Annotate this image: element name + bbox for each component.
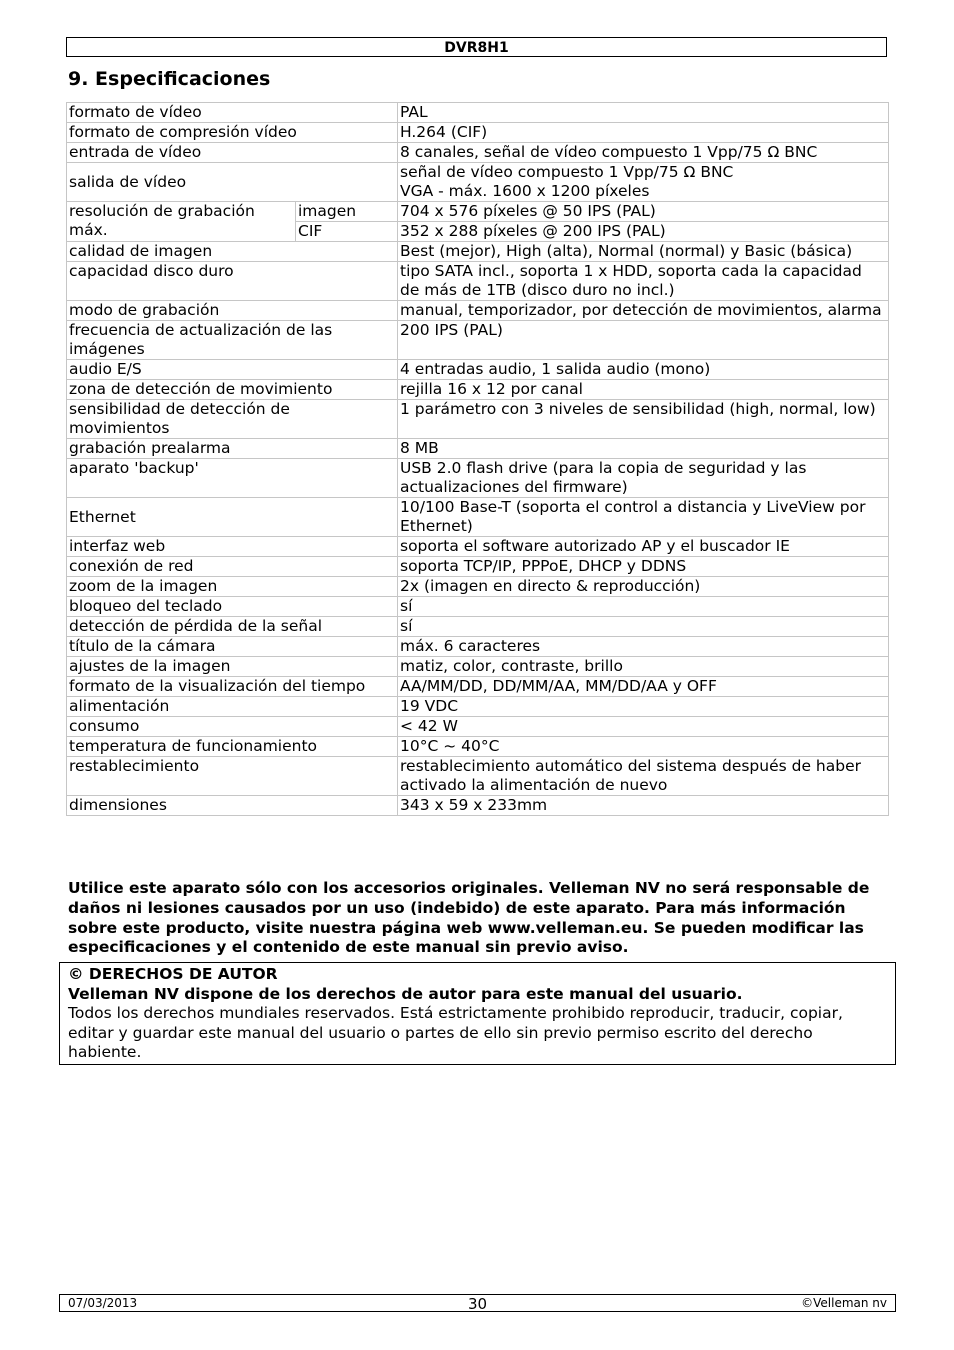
copyright-heading: © DERECHOS DE AUTOR [68, 965, 278, 983]
spec-label: detección de pérdida de la señal [67, 617, 398, 637]
spec-label: aparato 'backup' [67, 459, 398, 498]
spec-label: sensibilidad de detección de movimientos [67, 400, 398, 439]
spec-value: máx. 6 caracteres [398, 637, 889, 657]
spec-value: rejilla 16 x 12 por canal [398, 380, 889, 400]
table-row [67, 757, 889, 796]
spec-value: AA/MM/DD, DD/MM/AA, MM/DD/AA y OFF [398, 677, 889, 697]
spec-label: ajustes de la imagen [67, 657, 398, 677]
table-row [67, 123, 889, 143]
table-row [67, 380, 889, 400]
page-footer [59, 1294, 896, 1312]
spec-value: USB 2.0 flash drive (para la copia de seguridad y las actualizaciones del firmware) [398, 459, 889, 498]
spec-sublabel: CIF [296, 222, 398, 242]
model-name: DVR8H1 [444, 40, 509, 56]
spec-value: soporta TCP/IP, PPPoE, DHCP y DDNS [398, 557, 889, 577]
table-row [67, 143, 889, 163]
usage-notice: Utilice este aparato sólo con los accesorios originales. Velleman NV no será responsable de daños ni lesiones causados por un uso (indebido) de este aparato. Para más información sobre este producto, visite nuestra página web www.velleman.eu. Se pueden modificar las especificaciones y el contenido de este manual sin previo aviso. [68, 879, 870, 957]
table-row [67, 498, 889, 537]
specifications-table [66, 102, 889, 816]
spec-label: zona de detección de movimiento [67, 380, 398, 400]
spec-value: < 42 W [398, 717, 889, 737]
table-row [67, 360, 889, 380]
footer-date: 07/03/2013 [68, 1296, 138, 1310]
spec-value: 352 x 288 píxeles @ 200 IPS (PAL) [398, 222, 889, 242]
spec-sublabel: imagen [296, 202, 398, 222]
spec-label: capacidad disco duro [67, 262, 398, 301]
document-header [66, 37, 887, 57]
table-row [67, 637, 889, 657]
spec-label: frecuencia de actualización de las imágenes [67, 321, 398, 360]
spec-label: resolución de grabación máx. [67, 202, 296, 242]
spec-label: título de la cámara [67, 637, 398, 657]
page-number: 30 [467, 1295, 488, 1313]
footer-copyright: ©Velleman nv [801, 1296, 887, 1310]
spec-label: bloqueo del teclado [67, 597, 398, 617]
spec-label: zoom de la imagen [67, 577, 398, 597]
table-row [67, 321, 889, 360]
spec-value: tipo SATA incl., soporta 1 x HDD, soporta cada la capacidad de más de 1TB (disco duro no incl.) [398, 262, 889, 301]
table-row [67, 202, 889, 222]
spec-value: 10/100 Base-T (soporta el control a distancia y LiveView por Ethernet) [398, 498, 889, 537]
table-row [67, 717, 889, 737]
table-row [67, 737, 889, 757]
spec-value: 200 IPS (PAL) [398, 321, 889, 360]
spec-value: 343 x 59 x 233mm [398, 796, 889, 816]
spec-value-line: señal de vídeo compuesto 1 Vpp/75 Ω BNC [400, 163, 734, 181]
table-row [67, 617, 889, 637]
spec-label: Ethernet [67, 498, 398, 537]
spec-value [398, 163, 889, 202]
spec-value: manual, temporizador, por detección de movimientos, alarma [398, 301, 889, 321]
spec-value: 1 parámetro con 3 niveles de sensibilidad (high, normal, low) [398, 400, 889, 439]
spec-value: 704 x 576 píxeles @ 50 IPS (PAL) [398, 202, 889, 222]
table-row [67, 163, 889, 202]
spec-label: salida de vídeo [67, 163, 398, 202]
spec-label: alimentación [67, 697, 398, 717]
table-row [67, 697, 889, 717]
table-row [67, 459, 889, 498]
spec-value: matiz, color, contraste, brillo [398, 657, 889, 677]
spec-value: 4 entradas audio, 1 salida audio (mono) [398, 360, 889, 380]
copyright-box [59, 962, 896, 1065]
spec-label: audio E/S [67, 360, 398, 380]
table-row [67, 262, 889, 301]
table-row [67, 400, 889, 439]
spec-value: Best (mejor), High (alta), Normal (normal) y Basic (básica) [398, 242, 889, 262]
spec-value: sí [398, 597, 889, 617]
spec-label: formato de la visualización del tiempo [67, 677, 398, 697]
spec-label: dimensiones [67, 796, 398, 816]
spec-value: 10°C ~ 40°C [398, 737, 889, 757]
spec-value: sí [398, 617, 889, 637]
spec-label: restablecimiento [67, 757, 398, 796]
spec-value: 8 MB [398, 439, 889, 459]
table-row [67, 439, 889, 459]
spec-value: PAL [398, 103, 889, 123]
copyright-subheading: Velleman NV dispone de los derechos de autor para este manual del usuario. [68, 984, 743, 1003]
table-row [67, 796, 889, 816]
spec-value: restablecimiento automático del sistema después de haber activado la alimentación de nuevo [398, 757, 889, 796]
spec-label: interfaz web [67, 537, 398, 557]
spec-label: calidad de imagen [67, 242, 398, 262]
table-row [67, 557, 889, 577]
spec-label: conexión de red [67, 557, 398, 577]
spec-label: consumo [67, 717, 398, 737]
copyright-text: Todos los derechos mundiales reservados. Está estrictamente prohibido reproducir, traducir, copiar, editar y guardar este manual del usuario o partes de ello sin previo permiso escrito del derecho habiente. [68, 1004, 843, 1061]
table-row [67, 242, 889, 262]
spec-value: 2x (imagen en directo & reproducción) [398, 577, 889, 597]
spec-label: modo de grabación [67, 301, 398, 321]
table-row [67, 597, 889, 617]
spec-label: formato de compresión vídeo [67, 123, 398, 143]
spec-value: soporta el software autorizado AP y el buscador IE [398, 537, 889, 557]
spec-label: temperatura de funcionamiento [67, 737, 398, 757]
table-row [67, 301, 889, 321]
spec-label: formato de vídeo [67, 103, 398, 123]
spec-value-line: VGA - máx. 1600 x 1200 píxeles [400, 182, 650, 200]
spec-label: grabación prealarma [67, 439, 398, 459]
table-row [67, 677, 889, 697]
table-row [67, 537, 889, 557]
section-title: 9. Especificaciones [68, 68, 271, 90]
spec-label: entrada de vídeo [67, 143, 398, 163]
spec-value: 19 VDC [398, 697, 889, 717]
spec-value: H.264 (CIF) [398, 123, 889, 143]
table-row [67, 657, 889, 677]
spec-value: 8 canales, señal de vídeo compuesto 1 Vpp/75 Ω BNC [398, 143, 889, 163]
table-row [67, 103, 889, 123]
table-row [67, 577, 889, 597]
